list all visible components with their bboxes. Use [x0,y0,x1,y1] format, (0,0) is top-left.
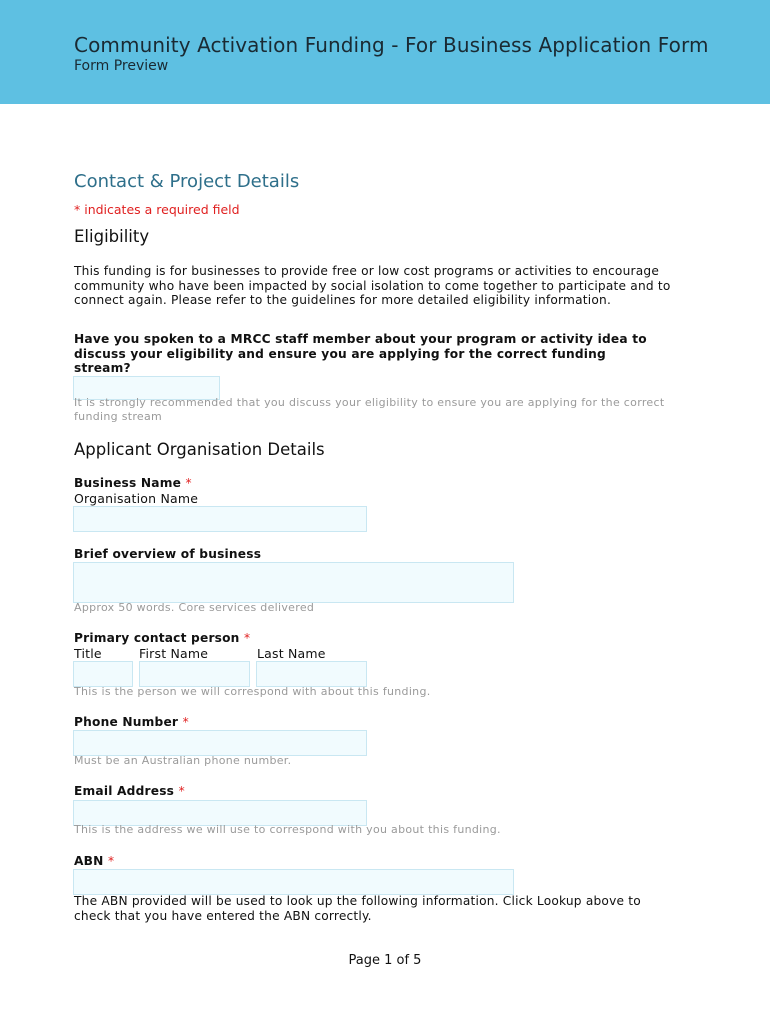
required-marker: * [178,784,185,798]
overview-textarea[interactable] [73,562,514,603]
contact-label-text: Primary contact person [74,631,240,645]
email-label-text: Email Address [74,784,175,798]
abn-label-text: ABN [74,854,104,868]
business-name-sublabel: Organisation Name [74,491,199,506]
eligibility-help: It is strongly recommended that you discuss your eligibility to ensure you are applying for the correct funding stream [74,396,665,423]
phone-label [74,715,664,730]
contact-help: This is the person we will correspond with about this funding. [74,685,431,698]
email-label [74,784,664,799]
contact-title-input[interactable] [73,661,133,687]
page-number: Page 1 of 5 [348,953,422,968]
required-marker: * [107,854,115,868]
business-name-input[interactable] [73,506,367,532]
contact-title-label: Title [74,646,102,661]
eligibility-heading: Eligibility [74,227,150,246]
contact-label [74,631,664,646]
required-marker: * [244,631,251,645]
form-subtitle: Form Preview [74,58,169,74]
form-title: Community Activation Funding - For Business Application Form [74,33,709,57]
required-marker: * [182,715,189,729]
abn-input[interactable] [73,869,514,895]
contact-first-name-input[interactable] [139,661,250,687]
overview-help: Approx 50 words. Core services delivered [74,601,315,614]
eligibility-paragraph: This funding is for businesses to provide free or low cost programs or activities to encourage community who have been impacted by social isolation to come together to participate and to connect again. Please refer to the guidelines for more detailed eligibility information. [74,264,671,308]
abn-label [74,854,664,869]
section-title: Contact & Project Details [74,171,300,192]
email-help: This is the address we will use to correspond with you about this funding. [74,823,501,836]
required-marker: * [185,476,192,490]
form-header [0,0,770,104]
contact-last-label: Last Name [257,646,326,661]
contact-last-name-input[interactable] [256,661,367,687]
contact-first-label: First Name [139,646,209,661]
abn-note: The ABN provided will be used to look up the following information. Click Lookup above to check that you have entered the ABN correctly. [74,894,641,923]
business-name-label-text: Business Name [74,476,182,490]
phone-label-text: Phone Number [74,715,179,729]
phone-help: Must be an Australian phone number. [74,754,292,767]
applicant-heading: Applicant Organisation Details [74,440,325,459]
overview-label: Brief overview of business [74,547,262,561]
required-note: * indicates a required field [74,202,240,217]
business-name-label [74,476,664,491]
phone-input[interactable] [73,730,367,756]
eligibility-question: Have you spoken to a MRCC staff member about your program or activity idea to discuss your eligibility and ensure you are applying for the correct funding stream? [74,332,647,376]
